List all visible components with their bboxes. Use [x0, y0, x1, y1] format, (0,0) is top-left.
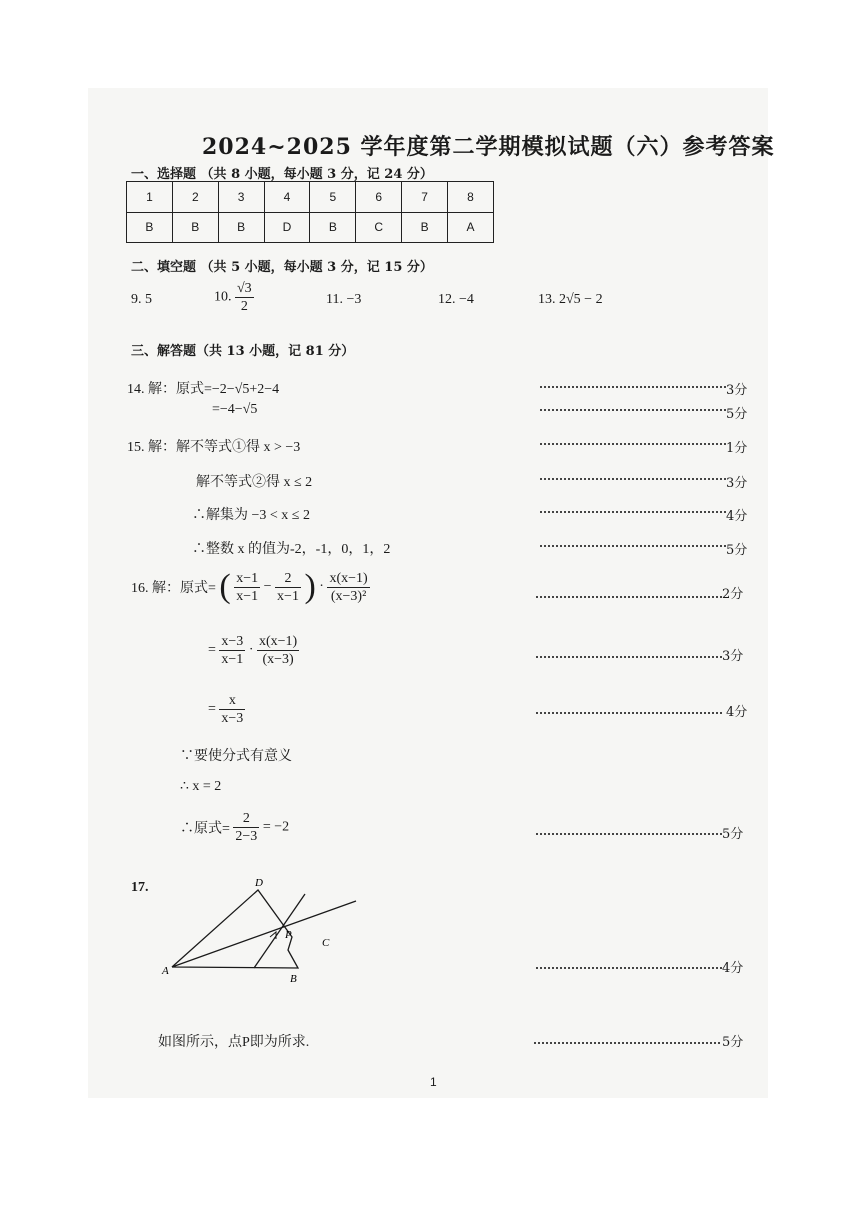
- q16-x-value: ∴ x = 2: [180, 779, 222, 794]
- fill-answer-13: 13. 2√5 − 2: [538, 292, 603, 307]
- perpendicular-line: [254, 894, 305, 968]
- table-cell: 1: [127, 182, 173, 213]
- table-row-answers: [127, 212, 494, 243]
- leader-dots: [536, 654, 722, 658]
- table-cell: C: [356, 212, 402, 243]
- score-points: 4分: [726, 705, 748, 720]
- score-points: 3分: [722, 649, 744, 664]
- q15-line-2: 解不等式②得 x ≤ 2: [196, 475, 313, 490]
- dot-operator: ·: [248, 642, 254, 658]
- geometry-figure: [160, 870, 370, 985]
- score-points: 2分: [722, 587, 744, 602]
- section-fill-heading: 二、填空题 （共 5 小题，每小题 3 分，记 15 分）: [131, 260, 433, 275]
- minus-sign: −: [263, 579, 272, 594]
- q16-step-3: = $\frac{x}{x-3}$: [208, 693, 244, 726]
- page-number: 1: [430, 1075, 437, 1089]
- fill-answer-10: 10. $\frac{√3}{2}$: [214, 281, 252, 314]
- leader-dots: [534, 1040, 720, 1044]
- table-row-numbers: [127, 182, 494, 213]
- fraction: $\frac{2}{2-3}$: [235, 811, 258, 844]
- table-cell: B: [310, 212, 356, 243]
- score-points: 3分: [726, 476, 748, 491]
- q16-final: ∴原式= $\frac{2}{2-3}$ = −2: [180, 811, 290, 844]
- table-cell: 5: [310, 182, 356, 213]
- fill-answer-11: 11. −3: [326, 292, 362, 307]
- fraction: $\frac{2}{x-1}$: [277, 570, 299, 604]
- table-cell: A: [448, 212, 494, 243]
- paren-close: ): [304, 568, 316, 605]
- paren-open: (: [219, 568, 231, 605]
- table-cell: 4: [264, 182, 310, 213]
- table-cell: B: [218, 212, 264, 243]
- score-points: 3分: [726, 383, 748, 398]
- table-cell: 8: [448, 182, 494, 213]
- table-cell: D: [264, 212, 310, 243]
- leader-dots: [536, 710, 722, 714]
- leader-dots: [540, 509, 726, 513]
- score-points: 4分: [726, 509, 748, 524]
- table-cell: B: [127, 212, 173, 243]
- page-title: 2024~2025 学年度第二学期模拟试题（六）参考答案: [202, 134, 775, 160]
- q16-step-2: = $\frac{x-3}{x-1}$ · $\frac{x(x-1)}{(x-3)}$: [208, 634, 298, 667]
- table-cell: B: [172, 212, 218, 243]
- section-solve-heading: 三、解答题（共 13 小题，记 81 分）: [131, 344, 355, 359]
- q15-line-4: ∴整数 x 的值为-2，-1，0，1，2: [192, 542, 391, 557]
- bisector-ray: [172, 901, 356, 967]
- fraction: $\frac{x(x-1)}{(x-3)}$: [258, 634, 298, 667]
- score-points: 4分: [722, 961, 744, 976]
- leader-dots: [536, 965, 722, 969]
- q14-line-1: 14. 解：原式=−2−√5+2−4: [127, 382, 280, 397]
- q17-conclusion: 如图所示，点P即为所求.: [158, 1035, 310, 1050]
- leader-dots: [540, 441, 726, 445]
- q15-line-1: 15. 解：解不等式①得 x > −3: [127, 440, 301, 455]
- fraction: $\frac{√3}{2}$: [237, 281, 252, 314]
- leader-dots: [536, 594, 722, 598]
- fraction: $\frac{x(x-1)}{\text{(x−3)²}}$: [329, 570, 368, 604]
- choice-answer-table: [126, 181, 494, 243]
- q16-condition: ∵要使分式有意义: [180, 749, 292, 764]
- section-choice-heading: 一、选择题 （共 8 小题，每小题 3 分，记 24 分）: [131, 167, 433, 182]
- leader-dots: [540, 476, 726, 480]
- point-label-A: A: [162, 965, 169, 977]
- point-label-C: C: [322, 937, 330, 949]
- leader-dots: [540, 407, 726, 411]
- score-points: 5分: [726, 543, 748, 558]
- fraction: $\frac{x}{x-3}$: [221, 693, 244, 726]
- score-points: 5分: [726, 407, 748, 422]
- table-cell: 7: [402, 182, 448, 213]
- q16-step-1: 16. 解：原式= ( $\frac{x-1}{x-1}$ − $\frac{2}{x-1}$ ) · $\frac{x(x-1)}{\text{(x−3)²}}$: [131, 568, 368, 605]
- table-cell: 3: [218, 182, 264, 213]
- q17-label: 17.: [131, 880, 149, 895]
- score-points: 5分: [722, 1035, 744, 1050]
- fraction: $\frac{x-3}{x-1}$: [221, 634, 244, 667]
- point-label-D: D: [255, 877, 263, 889]
- q15-line-3: ∴解集为 −3 < x ≤ 2: [192, 508, 310, 523]
- score-points: 1分: [726, 441, 748, 456]
- fraction: $\frac{x-1}{x-1}$: [236, 570, 259, 604]
- fill-answer-9: 9. 5: [131, 292, 152, 307]
- table-cell: 2: [172, 182, 218, 213]
- point-label-B: B: [290, 973, 297, 985]
- point-label-P: P: [285, 929, 292, 941]
- score-points: 5分: [722, 827, 744, 842]
- table-cell: B: [402, 212, 448, 243]
- q14-line-2: =−4−√5: [212, 402, 258, 417]
- table-cell: 6: [356, 182, 402, 213]
- leader-dots: [540, 543, 726, 547]
- leader-dots: [540, 384, 726, 388]
- leader-dots: [536, 831, 722, 835]
- dot-operator: ·: [319, 579, 324, 594]
- fill-answer-12: 12. −4: [438, 292, 474, 307]
